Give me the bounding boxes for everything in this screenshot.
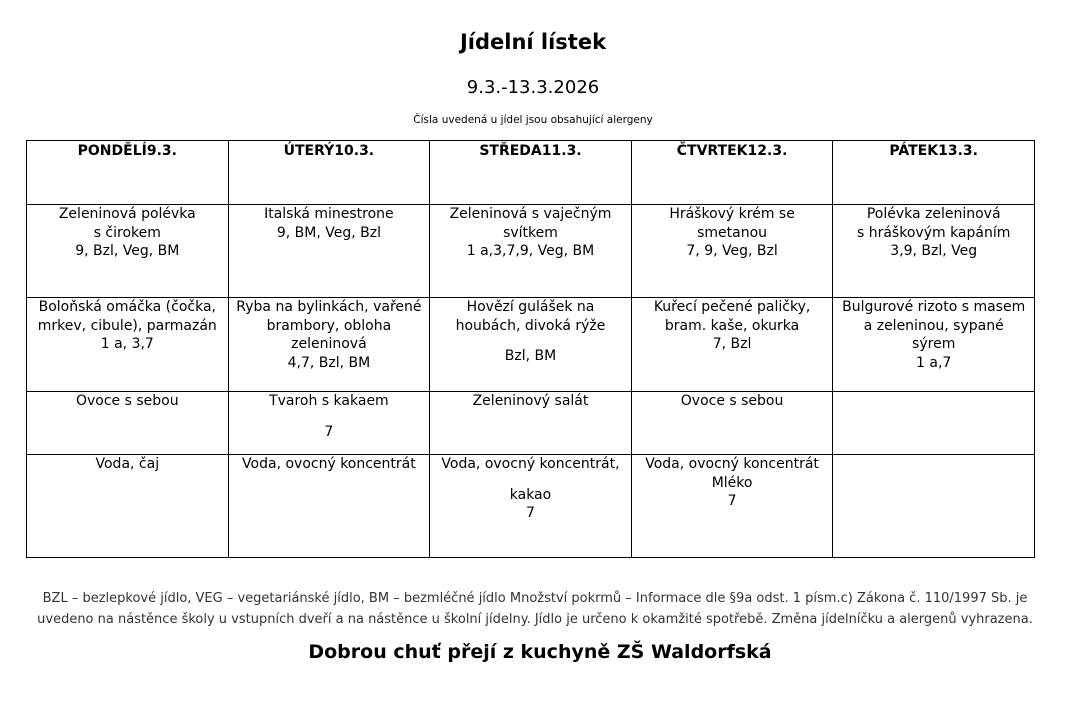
extra-wednesday: Zeleninový salát: [430, 392, 632, 455]
soup-thursday: Hráškový krém se smetanou 7, 9, Veg, Bzl: [631, 205, 833, 298]
day-header-friday: PÁTEK13.3.: [833, 141, 1035, 205]
day-header-monday: PONDĚLÍ9.3.: [27, 141, 229, 205]
soup-monday: Zeleninová polévka s čirokem 9, Bzl, Veg, BM: [27, 205, 229, 298]
main-tuesday: Ryba na bylinkách, vařené brambory, obloha zeleninová 4,7, Bzl, BM: [228, 298, 430, 392]
extra-tuesday: Tvaroh s kakaem 7: [228, 392, 430, 455]
legend-line-1: BZL – bezlepkové jídlo, VEG – vegetariánské jídlo, BM – bezmléčné jídlo Množství pokrmů – Informace dle §9a odst. 1 písm.c) Zákona č. 110/1997 Sb. je: [42, 591, 1028, 606]
menu-table: [26, 140, 1035, 558]
main-wednesday: Hovězí gulášek na houbách, divoká rýže Bzl, BM: [430, 298, 632, 392]
soup-row: [27, 205, 1035, 298]
main-monday: Boloňská omáčka (čočka, mrkev, cibule), parmazán 1 a, 3,7: [27, 298, 229, 392]
main-dish-row: [27, 298, 1035, 392]
closing-message: Dobrou chuť přejí z kuchyně ZŠ Waldorfská: [308, 641, 772, 663]
extra-thursday: Ovoce s sebou: [631, 392, 833, 455]
main-friday: Bulgurové rizoto s masem a zeleninou, sypané sýrem 1 a,7: [833, 298, 1035, 392]
legend-footer: [30, 588, 1040, 630]
soup-wednesday: Zeleninová s vaječným svítkem 1 a,3,7,9, Veg, BM: [430, 205, 632, 298]
drink-tuesday: Voda, ovocný koncentrát: [228, 455, 430, 558]
day-header-tuesday: ÚTERÝ10.3.: [228, 141, 430, 205]
drink-wednesday: Voda, ovocný koncentrát, kakao 7: [430, 455, 632, 558]
drink-row: [27, 455, 1035, 558]
extra-friday: [833, 392, 1035, 455]
legend-line-2: uvedeno na nástěnce školy u vstupních dveří a na nástěnce u školní jídelny. Jídlo je určeno k okamžité spotřebě. Změna jídelníčku a alergenů vyhrazena.: [37, 612, 1033, 627]
day-header-thursday: ČTVRTEK12.3.: [631, 141, 833, 205]
drink-friday: [833, 455, 1035, 558]
main-thursday: Kuřecí pečené paličky, bram. kaše, okurka 7, Bzl: [631, 298, 833, 392]
soup-friday: Polévka zeleninová s hráškovým kapáním 3,9, Bzl, Veg: [833, 205, 1035, 298]
drink-thursday: Voda, ovocný koncentrát Mléko 7: [631, 455, 833, 558]
day-header-wednesday: STŘEDA11.3.: [430, 141, 632, 205]
day-header-row: [27, 141, 1035, 205]
extra-row: [27, 392, 1035, 455]
week-dates: 9.3.-13.3.2026: [466, 77, 600, 98]
page-title: Jídelní lístek: [459, 30, 607, 54]
soup-tuesday: Italská minestrone 9, BM, Veg, Bzl: [228, 205, 430, 298]
allergen-note: Čísla uvedená u jídel jsou obsahující alergeny: [413, 114, 653, 126]
extra-monday: Ovoce s sebou: [27, 392, 229, 455]
drink-monday: Voda, čaj: [27, 455, 229, 558]
